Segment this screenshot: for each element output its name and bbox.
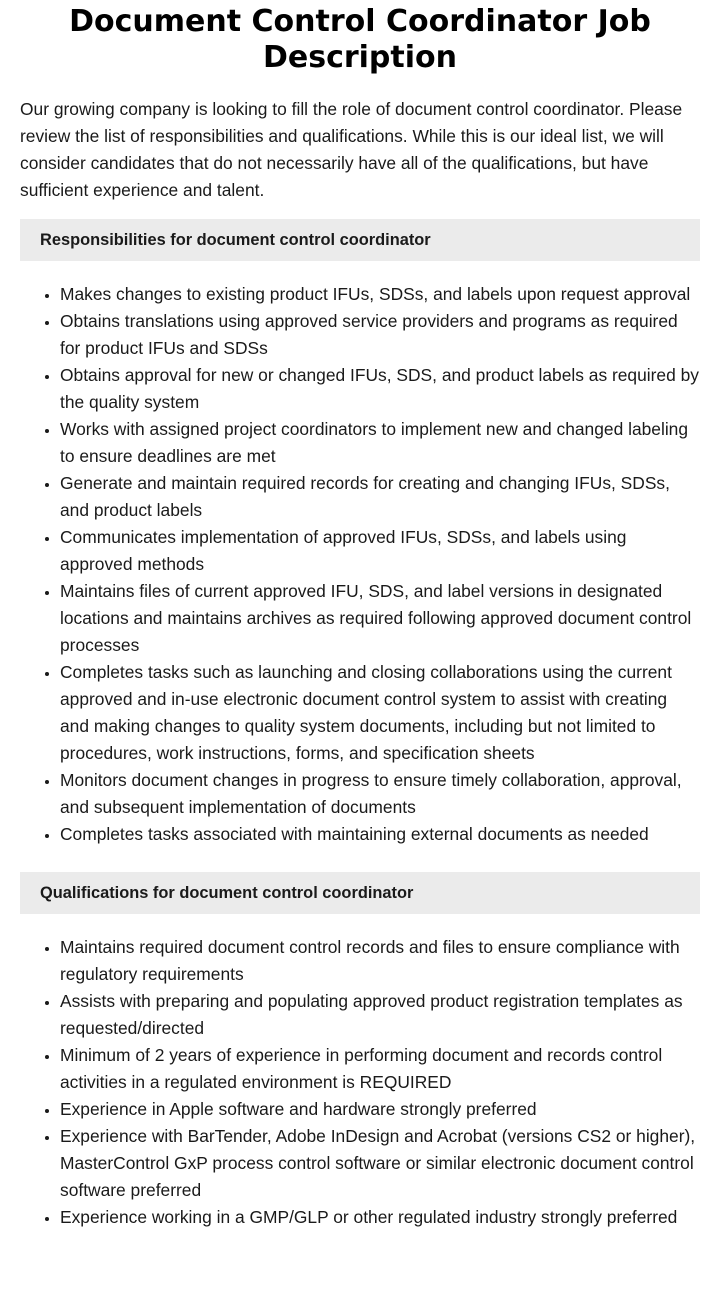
- list-item: • Generate and maintain required records for creating and changing IFUs, SDSs, and product labels: [60, 470, 700, 524]
- list-item: • Experience working in a GMP/GLP or other regulated industry strongly preferred: [60, 1204, 700, 1231]
- list-item: • Minimum of 2 years of experience in performing document and records control activities in a regulated environment is REQUIRED: [60, 1042, 700, 1096]
- list-item: • Maintains files of current approved IFU, SDS, and label versions in designated locations and maintains archives as required following approved document control processes: [60, 578, 700, 659]
- list-item: • Obtains approval for new or changed IFUs, SDS, and product labels as required by the quality system: [60, 362, 700, 416]
- responsibilities-heading-label: Responsibilities for document control coordinator: [40, 230, 431, 249]
- list-item: • Communicates implementation of approved IFUs, SDSs, and labels using approved methods: [60, 524, 700, 578]
- list-item: • Experience in Apple software and hardware strongly preferred: [60, 1096, 700, 1123]
- responsibilities-heading: [20, 219, 700, 261]
- list-item: • Completes tasks associated with maintaining external documents as needed: [60, 821, 700, 848]
- list-item: • Makes changes to existing product IFUs, SDSs, and labels upon request approval: [60, 281, 700, 308]
- list-item: • Experience with BarTender, Adobe InDesign and Acrobat (versions CS2 or higher), MasterControl GxP process control software or similar electronic document control software preferred: [60, 1123, 700, 1204]
- responsibilities-list: [20, 281, 700, 848]
- page-title: Document Control Coordinator Job Description: [69, 4, 651, 75]
- list-item: • Completes tasks such as launching and closing collaborations using the current approved and in-use electronic document control system to assist with creating and making changes to quality system documents, including but not limited to procedures, work instructions, forms, and specification sheets: [60, 659, 700, 767]
- list-item: • Obtains translations using approved service providers and programs as required for product IFUs and SDSs: [60, 308, 700, 362]
- list-item: • Maintains required document control records and files to ensure compliance with regulatory requirements: [60, 934, 700, 988]
- qualifications-heading-label: Qualifications for document control coordinator: [40, 883, 414, 902]
- intro-paragraph: Our growing company is looking to fill the role of document control coordinator. Please review the list of responsibilities and qualifications. While this is our ideal list, we will consider candidates that do not necessarily have all of the qualifications, but have sufficient experience and talent.: [20, 99, 683, 200]
- list-item: • Assists with preparing and populating approved product registration templates as requested/directed: [60, 988, 700, 1042]
- qualifications-heading: [20, 872, 700, 914]
- list-item: • Monitors document changes in progress to ensure timely collaboration, approval, and subsequent implementation of documents: [60, 767, 700, 821]
- list-item: • Works with assigned project coordinators to implement new and changed labeling to ensure deadlines are met: [60, 416, 700, 470]
- qualifications-list: [20, 934, 700, 1231]
